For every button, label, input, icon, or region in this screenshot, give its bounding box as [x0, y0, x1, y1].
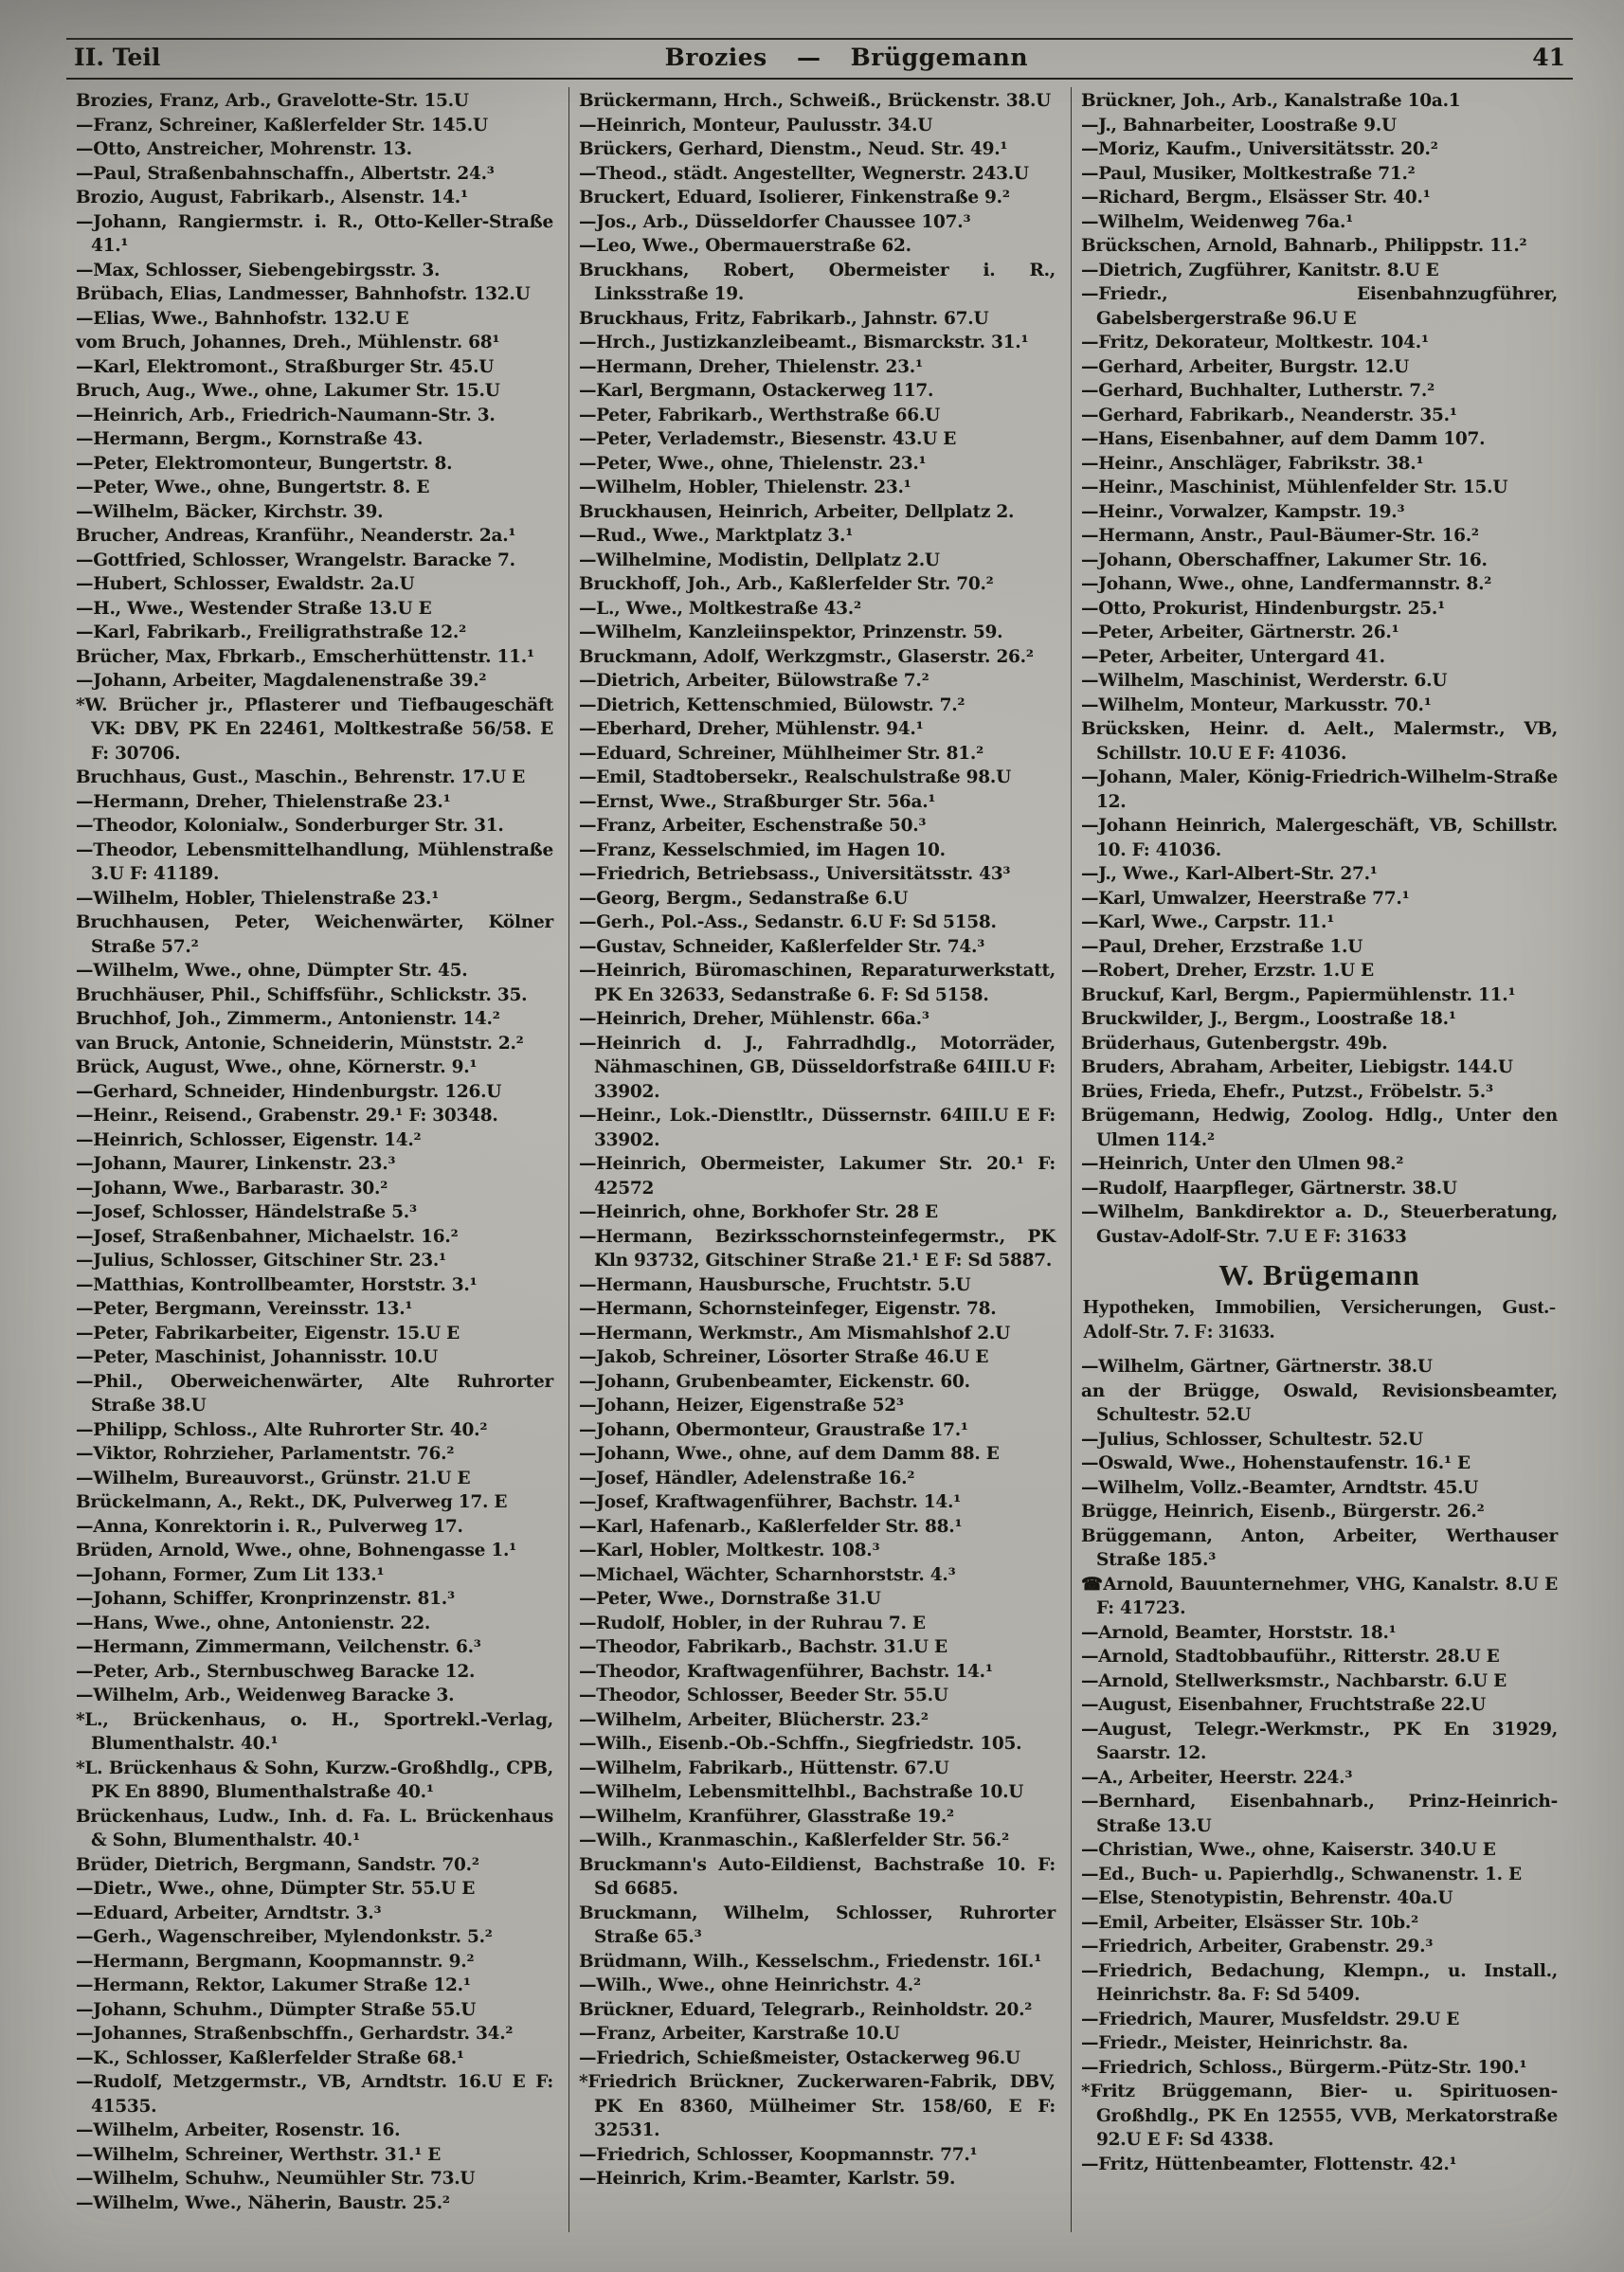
- directory-entry: —Hermann, Rektor, Lakumer Straße 12.¹: [76, 1975, 471, 1995]
- directory-column-1: [66, 87, 568, 2232]
- directory-entry: —Ernst, Wwe., Straßburger Str. 56a.¹: [579, 791, 936, 812]
- directory-entry: —Johann Heinrich, Malergeschäft, VB, Schillstr. 10. F: 41036.: [1081, 816, 1558, 860]
- directory-entry: Brüden, Arnold, Wwe., ohne, Bohnengasse 1.¹: [76, 1541, 517, 1560]
- directory-entry: —Wilhelm, Monteur, Markusstr. 70.¹: [1081, 694, 1432, 715]
- directory-entry: —Gerh., Wagenschreiber, Mylendonkstr. 5.²: [76, 1927, 493, 1947]
- directory-entry: —Leo, Wwe., Obermauerstraße 62.: [579, 236, 911, 256]
- directory-entry: —Hermann, Bergm., Kornstraße 43.: [76, 429, 424, 449]
- directory-entry: —Eduard, Arbeiter, Arndtstr. 3.³: [76, 1902, 382, 1923]
- directory-entry: Brückner, Joh., Arb., Kanalstraße 10a.1: [1081, 91, 1461, 111]
- directory-entry: —August, Eisenbahner, Fruchtstraße 22.U: [1081, 1695, 1486, 1715]
- directory-entry: —Jos., Arb., Düsseldorfer Chaussee 107.³: [579, 211, 971, 232]
- directory-entry: —Wilhelm, Kranführer, Glasstraße 19.²: [579, 1806, 954, 1827]
- directory-entry: —Max, Schlosser, Siebengebirgsstr. 3.: [76, 260, 441, 280]
- directory-entry: —Gottfried, Schlosser, Wrangelstr. Baracke 7.: [76, 550, 515, 570]
- directory-entry: Brües, Frieda, Ehefr., Putzst., Fröbelstr. 5.³: [1081, 1081, 1493, 1102]
- directory-entry: —Eduard, Schreiner, Mühlheimer Str. 81.²: [579, 743, 983, 764]
- directory-entry: Brück, August, Wwe., ohne, Körnerstr. 9.¹: [76, 1057, 478, 1077]
- directory-entry: Brüderhaus, Gutenbergstr. 49b.: [1081, 1033, 1388, 1054]
- directory-entry: —Wilh., Eisenb.-Ob.-Schffn., Siegfriedstr. 105.: [579, 1734, 1022, 1754]
- directory-entry: —Hermann, Dreher, Thielenstr. 23.¹: [579, 356, 923, 377]
- directory-entry: —Heinrich, Unter den Ulmen 98.²: [1081, 1154, 1404, 1174]
- directory-entry: —Wilh., Wwe., ohne Heinrichstr. 4.²: [579, 1975, 921, 1995]
- directory-entry: —Wilhelmine, Modistin, Dellplatz 2.U: [579, 550, 940, 570]
- directory-entry: —Heinrich, Arb., Friedrich-Naumann-Str. 3.: [76, 405, 496, 425]
- directory-entry: —Friedrich, Schießmeister, Ostackerweg 96.U: [579, 2047, 1020, 2068]
- directory-entry: *L., Brückenhaus, o. H., Sportrekl.-Verlag, Blumenthalstr. 40.¹: [76, 1709, 553, 1754]
- directory-entry: —Hans, Wwe., ohne, Antonienstr. 22.: [76, 1613, 431, 1633]
- directory-entry: —Karl, Fabrikarb., Freiligrathstraße 12.²: [76, 622, 466, 642]
- directory-entry: —Heinrich, Obermeister, Lakumer Str. 20.¹ F: 42572: [579, 1154, 1056, 1199]
- directory-entry: —Karl, Elektromont., Straßburger Str. 45.U: [76, 356, 495, 377]
- directory-entry: —Heinrich, Schlosser, Eigenstr. 14.²: [76, 1129, 422, 1150]
- directory-entry: —Friedrich, Schlosser, Koopmannstr. 77.¹: [579, 2144, 978, 2165]
- directory-entry: —Heinr., Lok.-Dienstltr., Düssernstr. 64III.U E F: 33902.: [579, 1106, 1056, 1150]
- directory-entry: —Hermann, Dreher, Thielenstraße 23.¹: [76, 791, 451, 812]
- directory-entry: —Wilh., Kranmaschin., Kaßlerfelder Str. 56.²: [579, 1830, 1009, 1850]
- directory-entry: —Johann, Wwe., ohne, auf dem Damm 88. E: [579, 1444, 1000, 1464]
- directory-entry: —Wilhelm, Gärtner, Gärtnerstr. 38.U: [1081, 1357, 1433, 1377]
- directory-entry: —Paul, Straßenbahnschaffn., Albertstr. 24.³: [76, 163, 495, 184]
- directory-entry: —Wilhelm, Arb., Weidenweg Baracke 3.: [76, 1686, 455, 1705]
- directory-entry: —Heinrich d. J., Fahrradhdlg., Motorräder, Nähmaschinen, GB, Düsseldorfstraße 64III.U F: 33902.: [579, 1033, 1056, 1102]
- directory-entry: —Bernhard, Eisenbahnarb., Prinz-Heinrich-Straße 13.U: [1081, 1792, 1558, 1836]
- directory-entry: —Rudolf, Haarpfleger, Gärtnerstr. 38.U: [1081, 1178, 1457, 1199]
- directory-entry: —Peter, Fabrikarbeiter, Eigenstr. 15.U E: [76, 1323, 460, 1343]
- directory-entry: —Arnold, Stellwerksmstr., Nachbarstr. 6.U E: [1081, 1670, 1507, 1691]
- directory-entry: —A., Arbeiter, Heerstr. 224.³: [1081, 1767, 1353, 1788]
- directory-entry: —Else, Stenotypistin, Behrenstr. 40a.U: [1081, 1888, 1453, 1908]
- page-title: Brozies — Brüggemann: [664, 44, 1029, 71]
- directory-entry: —Johann, Obermonteur, Graustraße 17.¹: [579, 1419, 968, 1440]
- directory-entry: —Dietrich, Arbeiter, Bülowstraße 7.²: [579, 671, 929, 691]
- directory-entry: —Peter, Arbeiter, Gärtnerstr. 26.¹: [1081, 622, 1399, 642]
- directory-entry: Brücher, Max, Fbrkarb., Emscherhüttenstr. 11.¹: [76, 646, 534, 667]
- directory-entry: —Gerhard, Schneider, Hindenburgstr. 126.U: [76, 1081, 502, 1102]
- directory-entry: —Franz, Schreiner, Kaßlerfelder Str. 145.U: [76, 115, 488, 135]
- directory-entry: —Wilhelm, Bureauvorst., Grünstr. 21.U E: [76, 1468, 471, 1488]
- directory-entry: —Josef, Händler, Adelenstraße 16.²: [579, 1468, 915, 1488]
- directory-entry: —Georg, Bergm., Sedanstraße 6.U: [579, 888, 909, 909]
- directory-entry: —Wilhelm, Kanzleiinspektor, Prinzenstr. 59.: [579, 622, 1003, 642]
- directory-entry: —Elias, Wwe., Bahnhofstr. 132.U E: [76, 308, 409, 329]
- directory-entry: Brübach, Elias, Landmesser, Bahnhofstr. 132.U: [76, 284, 531, 304]
- directory-entry: Brückschen, Arnold, Bahnarb., Philippstr. 11.²: [1081, 236, 1527, 256]
- directory-entry: —Franz, Kesselschmied, im Hagen 10.: [579, 839, 946, 860]
- directory-entry: Bruckmann's Auto-Eildienst, Bachstraße 10. F: Sd 6685.: [579, 1854, 1056, 1899]
- directory-entry: —Hermann, Schornsteinfeger, Eigenstr. 78.: [579, 1299, 997, 1319]
- directory-entry: —Hans, Eisenbahner, auf dem Damm 107.: [1081, 429, 1486, 449]
- directory-entry: —Otto, Anstreicher, Mohrenstr. 13.: [76, 139, 412, 159]
- directory-column-2: [568, 87, 1071, 2232]
- directory-entry: —Friedr., Meister, Heinrichstr. 8a.: [1081, 2033, 1409, 2053]
- directory-entry: —Peter, Wwe., ohne, Bungertstr. 8. E: [76, 478, 430, 497]
- directory-entry: —Heinrich, Dreher, Mühlenstr. 66a.³: [579, 1009, 929, 1029]
- directory-entry: —Wilhelm, Lebensmittelhbl., Bachstraße 10.U: [579, 1782, 1024, 1802]
- directory-entry: —Gerh., Pol.-Ass., Sedanstr. 6.U F: Sd 5158.: [579, 912, 997, 932]
- directory-entry: —Peter, Verlademstr., Biesenstr. 43.U E: [579, 429, 957, 449]
- directory-entry: —Karl, Umwalzer, Heerstraße 77.¹: [1081, 888, 1410, 909]
- directory-entry: —Gerhard, Buchhalter, Lutherstr. 7.²: [1081, 381, 1435, 401]
- directory-entry: —Gerhard, Arbeiter, Burgstr. 12.U: [1081, 356, 1409, 377]
- directory-entry: —Josef, Kraftwagenführer, Bachstr. 14.¹: [579, 1492, 962, 1512]
- directory-entry: —Peter, Arb., Sternbuschweg Baracke 12.: [76, 1661, 476, 1682]
- directory-entry: —Hermann, Bergmann, Koopmannstr. 9.²: [76, 1951, 475, 1972]
- directory-entry: Brückner, Eduard, Telegrarb., Reinholdstr. 20.²: [579, 1999, 1033, 2020]
- directory-entry: —Franz, Arbeiter, Eschenstraße 50.³: [579, 816, 927, 836]
- directory-entry: Brügge, Heinrich, Eisenb., Bürgerstr. 26.²: [1081, 1502, 1485, 1522]
- directory-entry: —Moriz, Kaufm., Universitätsstr. 20.²: [1081, 139, 1438, 159]
- directory-entry: —H., Wwe., Westender Straße 13.U E: [76, 598, 432, 619]
- directory-entry: —Theod., städt. Angestellter, Wegnerstr. 243.U: [579, 163, 1029, 184]
- directory-entry: —Johann, Heizer, Eigenstraße 52³: [579, 1396, 904, 1415]
- directory-entry: Brückenhaus, Ludw., Inh. d. Fa. L. Brückenhaus & Sohn, Blumenthalstr. 40.¹: [76, 1806, 553, 1850]
- directory-entry: —Phil., Oberweichenwärter, Alte Ruhrorter Straße 38.U: [76, 1371, 553, 1415]
- directory-entry: —Matthias, Kontrollbeamter, Horststr. 3.¹: [76, 1274, 478, 1295]
- directory-entry: —Karl, Wwe., Carpstr. 11.¹: [1081, 912, 1335, 932]
- directory-entry: —Wilhelm, Bäcker, Kirchstr. 39.: [76, 501, 384, 522]
- advert-bruegemann: [1083, 1258, 1556, 1343]
- directory-entry: —Wilhelm, Fabrikarb., Hüttenstr. 67.U: [579, 1758, 949, 1778]
- directory-entry: Bruckert, Eduard, Isolierer, Finkenstraße 9.²: [579, 188, 1010, 207]
- directory-entry: —Heinrich, Büromaschinen, Reparaturwerkstatt, PK En 32633, Sedanstraße 6. F: Sd 5158.: [579, 961, 1056, 1005]
- directory-entry: —Dietr., Wwe., ohne, Dümpter Str. 55.U E: [76, 1879, 476, 1899]
- directory-entry: Bruckhaus, Fritz, Fabrikarb., Jahnstr. 67.U: [579, 308, 989, 329]
- directory-entry: —Hubert, Schlosser, Ewaldstr. 2a.U: [76, 574, 415, 594]
- directory-entry: Bruckhoff, Joh., Arb., Kaßlerfelder Str. 70.²: [579, 574, 994, 594]
- directory-entry: Brückers, Gerhard, Dienstm., Neud. Str. 49.¹: [579, 139, 1008, 159]
- directory-entry: ☎Arnold, Bauunternehmer, VHG, Kanalstr. 8.U E F: 41723.: [1081, 1574, 1558, 1618]
- directory-entry: Bruckmann, Wilhelm, Schlosser, Ruhrorter Straße 65.³: [579, 1902, 1056, 1947]
- directory-entry: —Peter, Wwe., ohne, Thielenstr. 23.¹: [579, 453, 927, 474]
- directory-entry: Bruckmann, Adolf, Werkzgmstr., Glaserstr. 26.²: [579, 646, 1034, 667]
- directory-entry: Bruckhans, Robert, Obermeister i. R., Linksstraße 19.: [579, 260, 1056, 304]
- directory-entry: —Michael, Wächter, Scharnhorststr. 4.³: [579, 1564, 956, 1585]
- directory-entry: Bruckuf, Karl, Bergm., Papiermühlenstr. 11.¹: [1081, 984, 1516, 1005]
- directory-entry: —J., Bahnarbeiter, Loostraße 9.U: [1081, 115, 1397, 135]
- directory-entry: —Hrch., Justizkanzleibeamt., Bismarckstr. 31.¹: [579, 333, 1029, 352]
- directory-entry: —Rudolf, Metzgermstr., VB, Arndtstr. 16.U E F: 41535.: [76, 2072, 553, 2117]
- directory-entry: —Johann, Wwe., Barbarastr. 30.²: [76, 1178, 388, 1199]
- directory-entry: —L., Wwe., Moltkestraße 43.²: [579, 598, 861, 619]
- directory-entry: —Robert, Dreher, Erzstr. 1.U E: [1081, 961, 1374, 981]
- directory-entry: —Oswald, Wwe., Hohenstaufenstr. 16.¹ E: [1081, 1453, 1471, 1473]
- directory-entry: —Arnold, Stadtobbauführ., Ritterstr. 28.U E: [1081, 1647, 1500, 1667]
- directory-entry: —Jakob, Schreiner, Lösorter Straße 46.U E: [579, 1347, 989, 1367]
- directory-entry: —Wilhelm, Arbeiter, Blücherstr. 23.²: [579, 1709, 929, 1730]
- directory-entry: —Peter, Maschinist, Johannisstr. 10.U: [76, 1347, 439, 1367]
- directory-entry: *Friedrich Brückner, Zuckerwaren-Fabrik, DBV, PK En 8360, Mülheimer Str. 158/60, E F: 32531.: [579, 2072, 1056, 2140]
- directory-entry: *L. Brückenhaus & Sohn, Kurzw.-Großhdlg., CPB, PK En 8890, Blumenthalstraße 40.¹: [76, 1758, 553, 1802]
- directory-entry: Bruchhof, Joh., Zimmerm., Antonienstr. 14.²: [76, 1009, 500, 1029]
- page-content: [66, 38, 1573, 2249]
- directory-entry: —Viktor, Rohrzieher, Parlamentstr. 76.²: [76, 1444, 455, 1464]
- advert-body: Hypotheken, Immobilien, Versicherungen, Gust.-Adolf-Str. 7. F: 31633.: [1083, 1295, 1556, 1343]
- directory-entry: —Emil, Stadtobersekr., Realschulstraße 98.U: [579, 767, 1011, 787]
- directory-entry: —Christian, Wwe., ohne, Kaiserstr. 340.U E: [1081, 1840, 1496, 1860]
- directory-entry: —Hermann, Werkmstr., Am Mismahlshof 2.U: [579, 1323, 1010, 1343]
- directory-entry: Brozies, Franz, Arb., Gravelotte-Str. 15.U: [76, 91, 469, 111]
- directory-entry: —Hermann, Anstr., Paul-Bäumer-Str. 16.²: [1081, 526, 1479, 546]
- directory-entry: —Arnold, Beamter, Horststr. 18.¹: [1081, 1622, 1397, 1643]
- directory-entry: an der Brügge, Oswald, Revisionsbeamter, Schultestr. 52.U: [1081, 1380, 1558, 1425]
- directory-entry: —Karl, Hobler, Moltkestr. 108.³: [579, 1541, 880, 1560]
- directory-entry: —Heinrich, ohne, Borkhofer Str. 28 E: [579, 1202, 938, 1222]
- directory-entry: —Peter, Wwe., Dornstraße 31.U: [579, 1589, 881, 1609]
- directory-entry: —Anna, Konrektorin i. R., Pulverweg 17.: [76, 1516, 463, 1537]
- directory-entry: —Johann, Rangiermstr. i. R., Otto-Keller-Straße 41.¹: [76, 211, 553, 256]
- directory-entry: —Theodor, Fabrikarb., Bachstr. 31.U E: [579, 1637, 947, 1657]
- directory-entry: —Johann, Schuhm., Dümpter Straße 55.U: [76, 1999, 477, 2020]
- directory-entry: —Heinr., Anschläger, Fabrikstr. 38.¹: [1081, 453, 1424, 474]
- directory-entry: —Johannes, Straßenbschffn., Gerhardstr. 34.²: [76, 2024, 514, 2044]
- directory-entry: —Julius, Schlosser, Gitschiner Str. 23.¹: [76, 1251, 446, 1271]
- directory-entry: Bruch, Aug., Wwe., ohne, Lakumer Str. 15.U: [76, 381, 500, 401]
- directory-entry: —Peter, Arbeiter, Untergard 41.: [1081, 646, 1385, 667]
- page-header: [66, 38, 1573, 80]
- directory-entry: Brüdmann, Wilh., Kesselschm., Friedenstr. 16I.¹: [579, 1951, 1042, 1972]
- directory-entry: Bruders, Abraham, Arbeiter, Liebigstr. 144.U: [1081, 1057, 1513, 1077]
- directory-entry: —Johann, Maler, König-Friedrich-Wilhelm-Straße 12.: [1081, 767, 1558, 812]
- directory-entry: —Fritz, Hüttenbeamter, Flottenstr. 42.¹: [1081, 2154, 1457, 2174]
- directory-entry: —Josef, Schlosser, Händelstraße 5.³: [76, 1202, 417, 1222]
- directory-entry: —Wilhelm, Arbeiter, Rosenstr. 16.: [76, 2120, 401, 2140]
- directory-entry: —Theodor, Kolonialw., Sonderburger Str. 31.: [76, 816, 504, 836]
- directory-entry: —Wilhelm, Schuhw., Neumühler Str. 73.U: [76, 2169, 476, 2189]
- directory-entry: —Johann, Schiffer, Kronprinzenstr. 81.³: [76, 1589, 455, 1609]
- directory-entry: —Gerhard, Fabrikarb., Neanderstr. 35.¹: [1081, 405, 1457, 425]
- directory-entry: —Johann, Grubenbeamter, Eickenstr. 60.: [579, 1371, 970, 1392]
- directory-entry: —Johann, Wwe., ohne, Landfermannstr. 8.²: [1081, 574, 1492, 594]
- directory-entry: —Peter, Fabrikarb., Werthstraße 66.U: [579, 405, 940, 425]
- directory-entry: —Wilhelm, Maschinist, Werderstr. 6.U: [1081, 671, 1448, 691]
- directory-entry: —Heinrich, Krim.-Beamter, Karlstr. 59.: [579, 2169, 956, 2189]
- directory-entry: Bruchhausen, Peter, Weichenwärter, Kölner Straße 57.²: [76, 912, 553, 957]
- directory-entry: —Josef, Straßenbahner, Michaelstr. 16.²: [76, 1226, 459, 1247]
- directory-entry: —Wilhelm, Vollz.-Beamter, Arndtstr. 45.U: [1081, 1477, 1479, 1498]
- directory-entry: —Friedrich, Arbeiter, Grabenstr. 29.³: [1081, 1937, 1434, 1956]
- directory-entry: —Hermann, Zimmermann, Veilchenstr. 6.³: [76, 1637, 481, 1657]
- directory-entry: —Richard, Bergm., Elsässer Str. 40.¹: [1081, 188, 1431, 207]
- directory-entry: —Peter, Bergmann, Vereinsstr. 13.¹: [76, 1299, 413, 1319]
- directory-entry: —Paul, Dreher, Erzstraße 1.U: [1081, 936, 1363, 957]
- directory-entry: —Johann, Arbeiter, Magdalenenstraße 39.²: [76, 671, 487, 691]
- directory-entry: —Eberhard, Dreher, Mühlenstr. 94.¹: [579, 719, 924, 739]
- directory-entry: —Otto, Prokurist, Hindenburgstr. 25.¹: [1081, 598, 1445, 619]
- directory-entry: —Johann, Former, Zum Lit 133.¹: [76, 1564, 385, 1585]
- directory-entry: —Wilhelm, Hobler, Thielenstraße 23.¹: [76, 888, 440, 909]
- directory-entry: —Friedrich, Schloss., Bürgerm.-Pütz-Str. 190.¹: [1081, 2057, 1527, 2078]
- directory-entry: —Johann, Oberschaffner, Lakumer Str. 16.: [1081, 550, 1488, 570]
- directory-entry: —Wilhelm, Bankdirektor a. D., Steuerberatung, Gustav-Adolf-Str. 7.U E F: 31633: [1081, 1202, 1558, 1247]
- directory-entry: —Rud., Wwe., Marktplatz 3.¹: [579, 526, 854, 546]
- directory-entry: Bruchhäuser, Phil., Schiffsführ., Schlickstr. 35.: [76, 984, 528, 1005]
- directory-entry: Brozio, August, Fabrikarb., Alsenstr. 14.¹: [76, 188, 468, 207]
- directory-entry: —Heinrich, Monteur, Paulusstr. 34.U: [579, 115, 933, 135]
- directory-entry: —K., Schlosser, Kaßlerfelder Straße 68.¹: [76, 2047, 464, 2068]
- directory-entry: Brucher, Andreas, Kranführ., Neanderstr. 2a.¹: [76, 526, 516, 546]
- directory-entry: Brückelmann, A., Rekt., DK, Pulverweg 17. E: [76, 1492, 508, 1512]
- directory-entry: —Theodor, Lebensmittelhandlung, Mühlenstraße 3.U F: 41189.: [76, 839, 553, 884]
- advert-title: W. Brügemann: [1218, 1258, 1420, 1291]
- page-number: 41: [1532, 44, 1565, 71]
- directory-entry: —Dietrich, Zugführer, Kanitstr. 8.U E: [1081, 260, 1439, 280]
- directory-column-3: [1071, 87, 1573, 2232]
- directory-entry: Bruckwilder, J., Bergm., Loostraße 18.¹: [1081, 1009, 1456, 1029]
- directory-entry: —Gustav, Schneider, Kaßlerfelder Str. 74.³: [579, 936, 985, 957]
- directory-entry: Brüggemann, Anton, Arbeiter, Werthauser Straße 185.³: [1081, 1525, 1558, 1570]
- directory-entry: —Johann, Maurer, Linkenstr. 23.³: [76, 1154, 396, 1174]
- directory-entry: —Friedrich, Bedachung, Klempn., u. Install., Heinrichstr. 8a. F: Sd 5409.: [1081, 1960, 1558, 2005]
- directory-entry: van Bruck, Antonie, Schneiderin, Münststr. 2.²: [76, 1033, 524, 1054]
- directory-entry: —Friedrich, Maurer, Musfeldstr. 29.U E: [1081, 2009, 1460, 2029]
- directory-entry: Brückermann, Hrch., Schweiß., Brückenstr. 38.U: [579, 91, 1052, 111]
- directory-entry: Bruckhausen, Heinrich, Arbeiter, Dellplatz 2.: [579, 501, 1015, 522]
- directory-entry: —Hermann, Hausbursche, Fruchtstr. 5.U: [579, 1274, 971, 1295]
- directory-entry: vom Bruch, Johannes, Dreh., Mühlenstr. 68¹: [76, 333, 500, 352]
- directory-entry: —August, Telegr.-Werkmstr., PK En 31929, Saarstr. 12.: [1081, 1719, 1558, 1763]
- directory-entry: —Rudolf, Hobler, in der Ruhrau 7. E: [579, 1613, 926, 1633]
- directory-entry: —Dietrich, Kettenschmied, Bülowstr. 7.²: [579, 694, 965, 715]
- directory-entry: —Paul, Musiker, Moltkestraße 71.²: [1081, 163, 1416, 184]
- directory-entry: —Hermann, Bezirksschornsteinfegermstr., PK Kln 93732, Gitschiner Straße 21.¹ E F: Sd 5887.: [579, 1226, 1056, 1271]
- directory-entry: —Wilhelm, Wwe., ohne, Dümpter Str. 45.: [76, 961, 468, 981]
- directory-entry: *W. Brücher jr., Pflasterer und Tiefbaugeschäft VK: DBV, PK En 22461, Moltkestraße 56/58. E F: 30706.: [76, 694, 553, 764]
- directory-entry: —Karl, Hafenarb., Kaßlerfelder Str. 88.¹: [579, 1516, 963, 1537]
- directory-entry: —Franz, Arbeiter, Karstraße 10.U: [579, 2024, 900, 2044]
- directory-entry: —Fritz, Dekorateur, Moltkestr. 104.¹: [1081, 333, 1429, 352]
- directory-entry: —Peter, Elektromonteur, Bungertstr. 8.: [76, 453, 453, 474]
- directory-entry: —Wilhelm, Wwe., Näherin, Baustr. 25.²: [76, 2192, 450, 2213]
- directory-entry: —Heinr., Reisend., Grabenstr. 29.¹ F: 30348.: [76, 1106, 498, 1126]
- directory-entry: —Wilhelm, Weidenweg 76a.¹: [1081, 211, 1354, 232]
- directory-entry: —Wilhelm, Hobler, Thielenstr. 23.¹: [579, 478, 911, 497]
- directory-entry: Brüder, Dietrich, Bergmann, Sandstr. 70.²: [76, 1854, 479, 1875]
- directory-entry: —Ed., Buch- u. Papierhdlg., Schwanenstr. 1. E: [1081, 1864, 1522, 1884]
- directory-entry: —Heinr., Vorwalzer, Kampstr. 19.³: [1081, 501, 1405, 522]
- directory-entry: Brücksken, Heinr. d. Aelt., Malermstr., VB, Schillstr. 10.U E F: 41036.: [1081, 719, 1558, 764]
- section-label: II. Teil: [74, 44, 161, 71]
- directory-entry: —Heinr., Maschinist, Mühlenfelder Str. 15.U: [1081, 478, 1508, 497]
- directory-entry: —Friedr., Eisenbahnzugführer, Gabelsbergerstraße 96.U E: [1081, 284, 1558, 329]
- directory-entry: —Karl, Bergmann, Ostackerweg 117.: [579, 381, 934, 401]
- directory-entry: —Julius, Schlosser, Schultestr. 52.U: [1081, 1429, 1423, 1450]
- directory-entry: —Philipp, Schloss., Alte Ruhrorter Str. 40.²: [76, 1419, 488, 1440]
- directory-entry: —Friedrich, Betriebsass., Universitätsstr. 43³: [579, 864, 1011, 884]
- directory-entry: —Theodor, Kraftwagenführer, Bachstr. 14.¹: [579, 1661, 993, 1682]
- directory-entry: *Fritz Brüggemann, Bier- u. Spirituosen-Großhdlg., PK En 12555, VVB, Merkatorstraße 92.U E F: Sd 4338.: [1081, 2082, 1558, 2150]
- directory-entry: Brügemann, Hedwig, Zoolog. Hdlg., Unter den Ulmen 114.²: [1081, 1106, 1558, 1150]
- directory-columns: [66, 87, 1573, 2232]
- directory-entry: Bruchhaus, Gust., Maschin., Behrenstr. 17.U E: [76, 767, 525, 787]
- directory-entry: —Emil, Arbeiter, Elsässer Str. 10b.²: [1081, 1912, 1418, 1933]
- directory-entry: —Wilhelm, Schreiner, Werthstr. 31.¹ E: [76, 2144, 442, 2165]
- directory-entry: —J., Wwe., Karl-Albert-Str. 27.¹: [1081, 864, 1378, 884]
- directory-entry: —Theodor, Schlosser, Beeder Str. 55.U: [579, 1686, 948, 1705]
